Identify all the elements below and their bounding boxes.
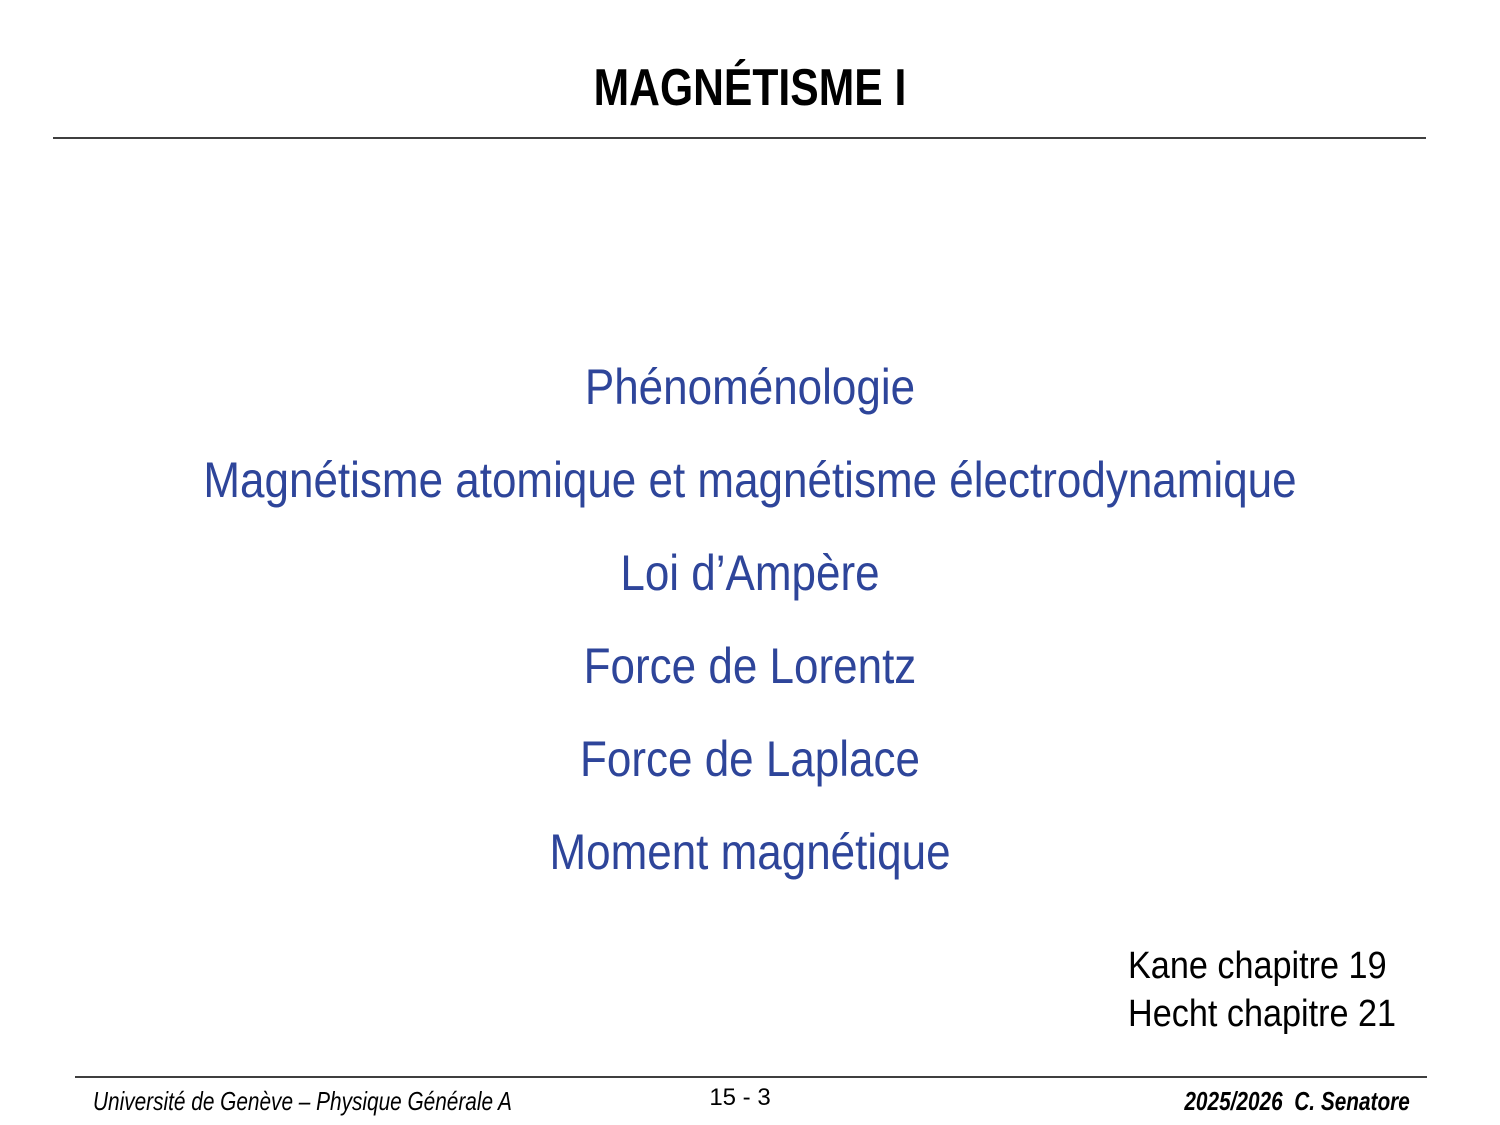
topic-force-lorentz: Force de Lorentz [583, 638, 917, 694]
header-rule [53, 137, 1426, 139]
topic-list [0, 341, 1500, 899]
slide-title: MAGNÉTISME I [593, 59, 907, 117]
footer-page-number: 15 - 3 [709, 1084, 771, 1111]
footer-rule [75, 1076, 1427, 1078]
topic-moment-magnetique: Moment magnétique [549, 824, 951, 880]
reference-hecht: Hecht chapitre 21 [1128, 993, 1397, 1035]
topic-magnetisme-atomique-electrodynamique: Magnétisme atomique et magnétisme électrodynamique [203, 452, 1297, 508]
topic-phenomenologie: Phénoménologie [584, 359, 916, 415]
footer-institution: Université de Genève – Physique Générale A [93, 1086, 512, 1116]
reference-kane: Kane chapitre 19 [1128, 945, 1387, 987]
topic-loi-ampere: Loi d’Ampère [620, 545, 880, 601]
footer-year-author: 2025/2026 C. Senatore [1184, 1086, 1410, 1116]
topic-force-laplace: Force de Laplace [579, 731, 920, 787]
reading-references [1128, 942, 1426, 1038]
